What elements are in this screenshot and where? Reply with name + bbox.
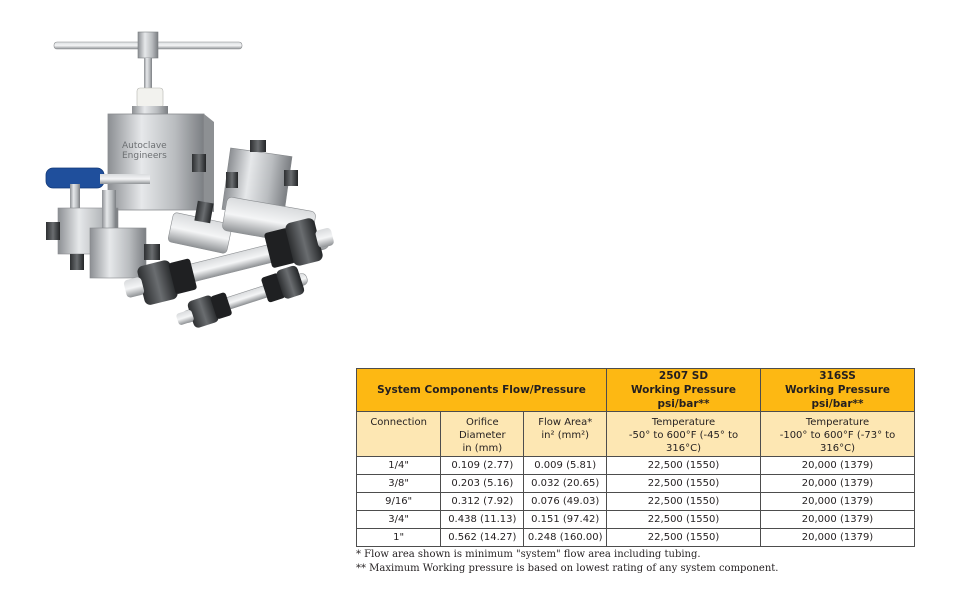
cell-flow-area: 0.009 (5.81) xyxy=(524,457,607,475)
cell-orifice: 0.312 (7.92) xyxy=(441,493,524,511)
cell-connection: 3/8" xyxy=(357,475,441,493)
cell-pressure-316: 20,000 (1379) xyxy=(761,511,915,529)
table-row xyxy=(357,529,915,547)
subheader-temp-2507-line1: Temperature xyxy=(651,417,716,428)
cell-pressure-316: 20,000 (1379) xyxy=(761,493,915,511)
footnotes xyxy=(356,548,778,576)
cell-pressure-2507: 22,500 (1550) xyxy=(607,457,761,475)
subheader-connection: Connection xyxy=(357,412,441,457)
subheader-temp-316-line2: -100° to 600°F (-73° to 316°C) xyxy=(779,430,896,454)
cell-pressure-316: 20,000 (1379) xyxy=(761,475,915,493)
cell-pressure-2507: 22,500 (1550) xyxy=(607,511,761,529)
subheader-orifice-line1: Orifice xyxy=(465,417,499,428)
subheader-temp-2507-line2: -50° to 600°F (-45° to 316°C) xyxy=(628,430,739,454)
header-2507-line2: Working Pressure psi/bar** xyxy=(630,384,737,410)
cell-flow-area: 0.076 (49.03) xyxy=(524,493,607,511)
subheader-flow-line2: in² (mm²) xyxy=(541,430,589,441)
cell-connection: 1/4" xyxy=(357,457,441,475)
cell-orifice: 0.438 (11.13) xyxy=(441,511,524,529)
table-subheader-row xyxy=(357,412,915,457)
cell-pressure-2507: 22,500 (1550) xyxy=(607,529,761,547)
subheader-orifice-line2: Diameter xyxy=(458,430,506,441)
subheader-orifice-line3: in (mm) xyxy=(462,443,503,454)
table-row xyxy=(357,475,915,493)
subheader-orifice xyxy=(441,412,524,457)
cell-flow-area: 0.151 (97.42) xyxy=(524,511,607,529)
subheader-temp-316 xyxy=(761,412,915,457)
product-image xyxy=(40,22,340,342)
table-title: System Components Flow/Pressure xyxy=(357,369,607,412)
header-2507 xyxy=(607,369,761,412)
cell-flow-area: 0.032 (20.65) xyxy=(524,475,607,493)
table-header-row xyxy=(357,369,915,412)
table-row xyxy=(357,511,915,529)
cell-connection: 9/16" xyxy=(357,493,441,511)
cell-pressure-316: 20,000 (1379) xyxy=(761,529,915,547)
table-row xyxy=(357,457,915,475)
header-2507-line1: 2507 SD xyxy=(658,370,709,382)
header-316 xyxy=(761,369,915,412)
cell-orifice: 0.562 (14.27) xyxy=(441,529,524,547)
header-316-line1: 316SS xyxy=(819,370,856,382)
table-row xyxy=(357,493,915,511)
brand-stamp-line2: Engineers xyxy=(122,151,167,161)
subheader-temp-316-line1: Temperature xyxy=(805,417,870,428)
cell-flow-area: 0.248 (160.00) xyxy=(524,529,607,547)
cell-orifice: 0.203 (5.16) xyxy=(441,475,524,493)
footnote-flow-area: * Flow area shown is minimum "system" flow area including tubing. xyxy=(356,549,701,560)
subheader-flow-line1: Flow Area* xyxy=(538,417,593,428)
cell-pressure-316: 20,000 (1379) xyxy=(761,457,915,475)
subheader-flow-area xyxy=(524,412,607,457)
cell-connection: 3/4" xyxy=(357,511,441,529)
cell-orifice: 0.109 (2.77) xyxy=(441,457,524,475)
header-316-line2: Working Pressure psi/bar** xyxy=(784,384,891,410)
cell-pressure-2507: 22,500 (1550) xyxy=(607,493,761,511)
brand-stamp-line1: Autoclave xyxy=(122,141,167,151)
cell-pressure-2507: 22,500 (1550) xyxy=(607,475,761,493)
subheader-temp-2507 xyxy=(607,412,761,457)
flow-pressure-table xyxy=(356,368,915,547)
footnote-working-pressure: ** Maximum Working pressure is based on lowest rating of any system component. xyxy=(356,563,779,574)
cell-connection: 1" xyxy=(357,529,441,547)
